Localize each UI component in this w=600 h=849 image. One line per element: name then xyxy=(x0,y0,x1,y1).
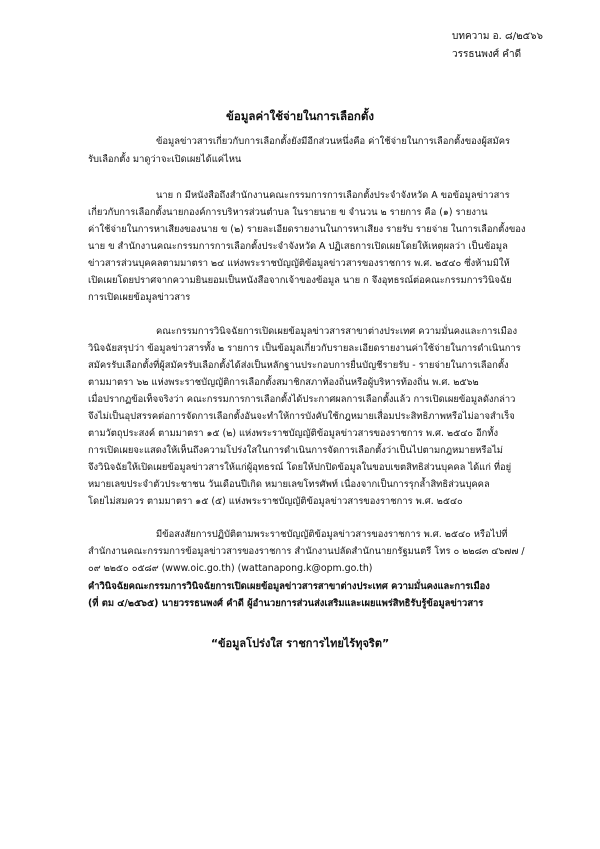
paragraph-3-line: เมื่อปรากฏข้อเท็จจริงว่า คณะกรรมการการเลือกตั้งได้ประกาศผลการเลือกตั้งแล้ว การเปิดเผยข้อมูลดังกล่าว xyxy=(88,394,516,405)
paragraph-1-line: ข้อมูลข่าวสารเกี่ยวกับการเลือกตั้งยังมีอีกส่วนหนึ่งคือ ค่าใช้จ่ายในการเลือกตั้งของผู้สมัคร xyxy=(156,136,511,147)
paragraph-2-line: เปิดเผยโดยปราศจากความยินยอมเป็นหนังสือจากเจ้าของข้อมูล นาย ก จึงอุทธรณ์ต่อคณะกรรมการวินิจฉัย xyxy=(88,275,512,286)
paragraph-2-line: นาย ก มีหนังสือถึงสำนักงานคณะกรรมการการเลือกตั้งประจำจังหวัด A ขอข้อมูลข่าวสาร xyxy=(156,190,510,201)
contact-line: ๐๙ ๒๒๕๐ ๐๕๘๙ (www.oic.go.th) (wattanapong.k@opm.go.th) xyxy=(88,563,373,574)
article-number: บทความ อ. ๘/๒๕๖๖ xyxy=(452,31,543,42)
paragraph-2-line: เกี่ยวกับการเลือกตั้งนายกองค์การบริหารส่วนตำบล ในรายนาย ข จำนวน ๒ รายการ คือ (๑) รายงาน xyxy=(88,207,488,218)
paragraph-3-line: ตามมาตรา ๖๒ แห่งพระราชบัญญัติการเลือกตั้งสมาชิกสภาท้องถิ่นหรือผู้บริหารท้องถิ่น พ.ศ. ๒๕๖๒ xyxy=(88,377,479,388)
paragraph-2-line: นาย ข สำนักงานคณะกรรมการการเลือกตั้งประจำจังหวัด A ปฏิเสธการเปิดเผยโดยให้เหตุผลว่า เป็นข้อมูล xyxy=(88,241,508,252)
paragraph-2-line: การเปิดเผยข้อมูลข่าวสาร xyxy=(88,292,191,303)
paragraph-3-line: สมัครรับเลือกตั้งที่ผู้สมัครรับเลือกตั้งได้ส่งเป็นหลักฐานประกอบการยื่นบัญชีรายรับ - รายจ่ายในการเลือกตั้ง xyxy=(88,360,509,371)
decision-reference-line: คำวินิจฉัยคณะกรรมการวินิจฉัยการเปิดเผยข้อมูลข่าวสารสาขาต่างประเทศ ความมั่นคงและการเมือง xyxy=(88,581,490,592)
paragraph-3-line: จึงไม่เป็นอุปสรรคต่อการจัดการเลือกตั้งอันจะทำให้การบังคับใช้กฎหมายเสื่อมประสิทธิภาพหรือไม่อาจสำเร็จ xyxy=(88,411,515,422)
paragraph-3-line: จึงวินิจฉัยให้เปิดเผยข้อมูลข่าวสารให้แก่ผู้อุทธรณ์ โดยให้ปกปิดข้อมูลในขอบเขตสิทธิส่วนบุคคล ได้แก่ ที่อยู่ xyxy=(88,462,512,473)
paragraph-3-line: ตามวัตถุประสงค์ ตามมาตรา ๑๕ (๒) แห่งพระราชบัญญัติข้อมูลข่าวสารของราชการ พ.ศ. ๒๕๔๐ อีกทั้ง xyxy=(88,428,499,439)
paragraph-3-line: หมายเลขประจำตัวประชาชน วันเดือนปีเกิด หมายเลขโทรศัพท์ เนื่องจากเป็นการรุกล้ำสิทธิส่วนบุคคล xyxy=(88,479,490,490)
paragraph-3-line: คณะกรรมการวินิจฉัยการเปิดเผยข้อมูลข่าวสารสาขาต่างประเทศ ความมั่นคงและการเมือง xyxy=(156,326,518,337)
slogan: “ข้อมูลโปร่งใส ราชการไทยไร้ทุจริต” xyxy=(210,637,390,650)
paragraph-2-line: ค่าใช้จ่ายในการหาเสียงของนาย ข (๒) รายละเอียดรายงานในการหาเสียง รายรับ รายจ่าย ในการเลือกตั้งของ xyxy=(88,224,526,235)
contact-line: สำนักงานคณะกรรมการข้อมูลข่าวสารของราชการ สำนักงานปลัดสำนักนายกรัฐมนตรี โทร ๐ ๒๒๘๓ ๔๖๗๗ / xyxy=(88,546,525,557)
paragraph-3-line: โดยไม่สมควร ตามมาตรา ๑๕ (๕) แห่งพระราชบัญญัติข้อมูลข่าวสารของราชการ พ.ศ. ๒๕๔๐ xyxy=(88,496,463,507)
contact-line: มีข้อสงสัยการปฏิบัติตามพระราชบัญญัติข้อมูลข่าวสารของราชการ พ.ศ. ๒๕๔๐ หรือไปที่ xyxy=(156,529,508,540)
decision-reference-line: (ที่ ตม ๔/๒๕๖๕) นายวรรธนพงศ์ คำดี ผู้อำนวยการส่วนส่งเสริมและเผยแพร่สิทธิรับรู้ข้อมูลข่าวสาร xyxy=(88,598,484,609)
author-name: วรรธนพงศ์ คำดี xyxy=(452,49,522,60)
paragraph-2-line: ข่าวสารส่วนบุคคลตามมาตรา ๒๔ แห่งพระราชบัญญัติข้อมูลข่าวสารของราชการ พ.ศ. ๒๕๔๐ ซึ่งห้ามมิให้ xyxy=(88,258,510,269)
paragraph-3-line: วินิจฉัยสรุปว่า ข้อมูลข่าวสารทั้ง ๒ รายการ เป็นข้อมูลเกี่ยวกับรายละเอียดรายงานค่าใช้จ่ายในการดำเนินการ xyxy=(88,343,521,354)
paragraph-3-line: การเปิดเผยจะแสดงให้เห็นถึงความโปร่งใสในการดำเนินการจัดการเลือกตั้งว่าเป็นไปตามกฎหมายหรือไม่ xyxy=(88,445,503,456)
paragraph-1-line: รับเลือกตั้ง มาดูว่าจะเปิดเผยได้แค่ไหน xyxy=(88,154,242,165)
document-title: ข้อมูลค่าใช้จ่ายในการเลือกตั้ง xyxy=(226,109,374,123)
